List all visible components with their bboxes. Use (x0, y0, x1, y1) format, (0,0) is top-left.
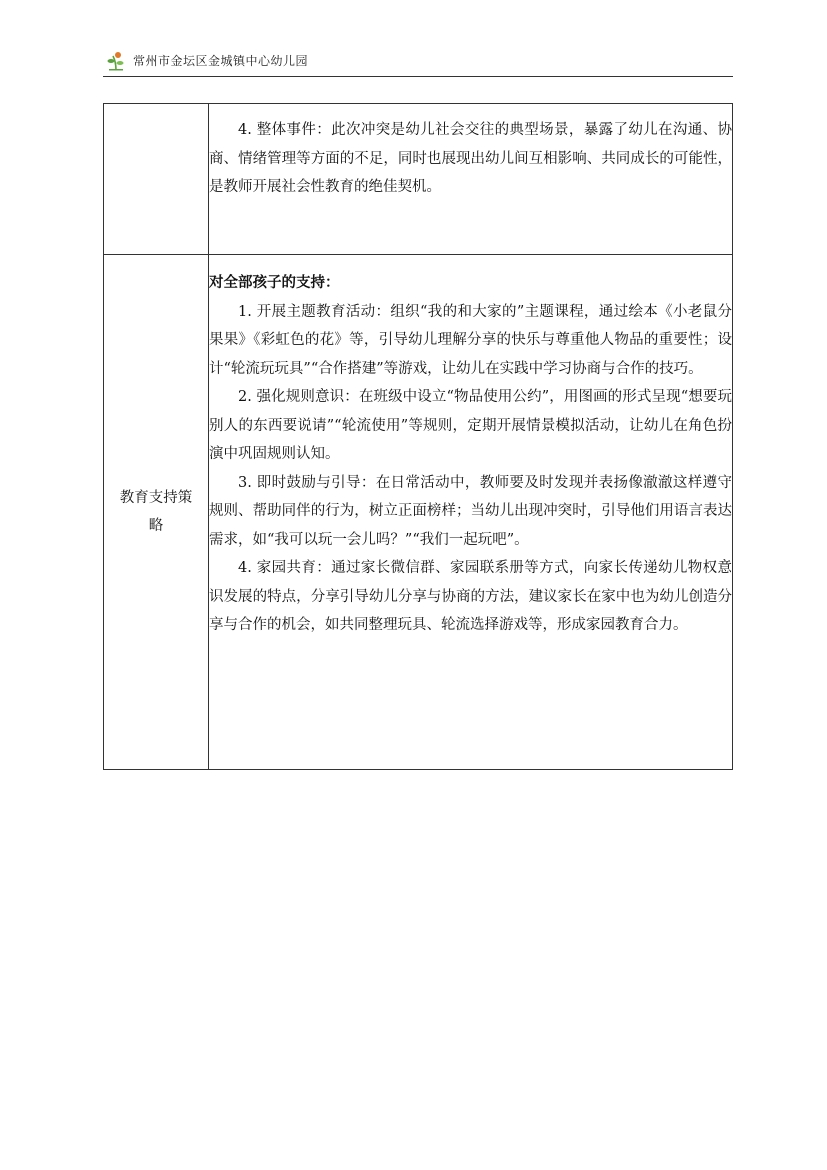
row-label (104, 255, 209, 770)
section-heading: 对全部孩子的支持： (209, 274, 340, 291)
row-label (104, 104, 209, 255)
paragraph: 2. 强化规则意识：在班级中设立“物品使用公约”，用图画的形式呈现“想要玩别人的东西要说请”“轮流使用”等规则，定期开展情景模拟活动，让幼儿在角色扮演中巩固规则认知。 (209, 389, 732, 462)
table-row (104, 104, 733, 255)
label-text: 教育支持策略 (119, 490, 193, 534)
paragraph: 4. 整体事件：此次冲突是幼儿社会交往的典型场景，暴露了幼儿在沟通、协商、情绪管理等方面的不足，同时也展现出幼儿间互相影响、共同成长的可能性，是教师开展社会性教育的绝佳契机。 (209, 122, 732, 195)
paragraph: 3. 即时鼓励与引导：在日常活动中，教师要及时发现并表扬像澈澈这样遵守规则、帮助同伴的行为，树立正面榜样；当幼儿出现冲突时，引导他们用语言表达需求，如“我可以玩一会儿吗？”“我们一起玩吧”。 (209, 474, 732, 548)
school-logo-icon (106, 50, 126, 72)
paragraph: 4. 家园共育：通过家长微信群、家园联系册等方式，向家长传递幼儿物权意识发展的特点，分享引导幼儿分享与协商的方法，建议家长在家中也为幼儿创造分享与合作的机会，如共同整理玩具、轮流选择游戏等，形成家园教育合力。 (209, 560, 732, 633)
table-row (104, 255, 733, 770)
row-content (209, 255, 733, 770)
paragraph: 1. 开展主题教育活动：组织“我的和大家的”主题课程，通过绘本《小老鼠分果果》《彩虹色的花》等，引导幼儿理解分享的快乐与尊重他人物品的重要性；设计“轮流玩玩具”“合作搭建”等游戏，让幼儿在实践中学习协商与合作的技巧。 (209, 303, 732, 377)
page-header (103, 48, 733, 77)
school-name: 常州市金坛区金城镇中心幼儿园 (133, 54, 309, 68)
content-table (103, 103, 733, 770)
row-content (209, 104, 733, 255)
